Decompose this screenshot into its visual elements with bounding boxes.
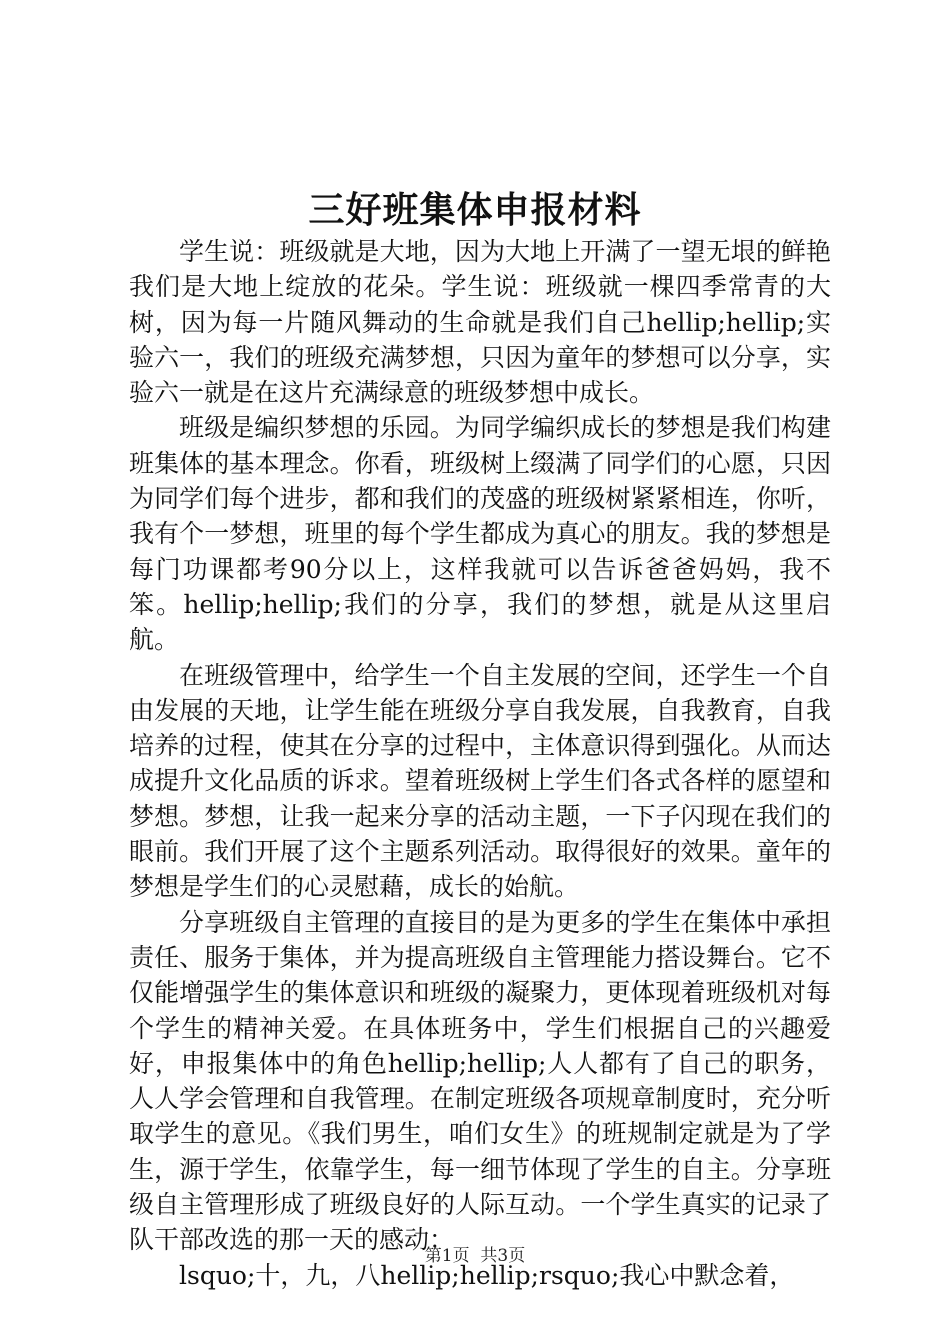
page-total: 共3页 [480, 1246, 526, 1266]
paragraph-3: 在班级管理中，给学生一个自主发展的空间，还学生一个自由发展的天地，让学生能在班级分享自我发展，自我教育，自我培养的过程，使其在分享的过程中，主体意识得到强化。从而达成提升文化品质的诉求。望着班级树上学生们各式各样的愿望和梦想。梦想，让我一起来分享的活动主题，一下子闪现在我们的眼前。我们开展了这个主题系列活动。取得很好的效果。童年的梦想是学生们的心灵慰藉，成长的始航。 [129, 660, 831, 902]
paragraph-5: lsquo;十，九，八hellip;hellip;rsquo;我心中默念着， [179, 1260, 795, 1290]
document-body [129, 234, 831, 1293]
paragraph-4: 分享班级自主管理的直接目的是为更多的学生在集体中承担责任、服务于集体，并为提高班级自主管理能力搭设舞台。它不仅能增强学生的集体意识和班级的凝聚力，更体现着班级机对每个学生的精神关爱。在具体班务中，学生们根据自己的兴趣爱好，申报集体中的角色hellip;hellip;人人都有了自己的职务，人人学会管理和自我管理。在制定班级各项规章制度时，充分听取学生的意见。《我们男生，咱们女生》的班规制定就是为了学生，源于学生，依靠学生，每一细节体现了学生的自主。分享班级自主管理形成了班级良好的人际互动。一个学生真实的记录了队干部改选的那一天的感动： [129, 907, 831, 1255]
footer-spacer [470, 1246, 481, 1266]
page-footer [0, 1244, 950, 1268]
page-number: 第1页 [424, 1246, 470, 1266]
paragraph-2: 班级是编织梦想的乐园。为同学编织成长的梦想是我们构建班集体的基本理念。你看，班级树上缀满了同学们的心愿，只因为同学们每个进步，都和我们的茂盛的班级树紧紧相连，你听，我有个一梦想，班里的每个学生都成为真心的朋友。我的梦想是每门功课都考90分以上，这样我就可以告诉爸爸妈妈，我不笨。hellip;hellip;我们的分享，我们的梦想，就是从这里启航。 [129, 413, 831, 655]
document-title: 三好班集体申报材料 [308, 189, 642, 231]
paragraph-1: 学生说：班级就是大地，因为大地上开满了一望无垠的鲜艳我们是大地上绽放的花朵。学生说：班级就一棵四季常青的大树，因为每一片随风舞动的生命就是我们自己hellip;hellip;实验六一，我们的班级充满梦想，只因为童年的梦想可以分享，实验六一就是在这片充满绿意的班级梦想中成长。 [129, 237, 831, 408]
